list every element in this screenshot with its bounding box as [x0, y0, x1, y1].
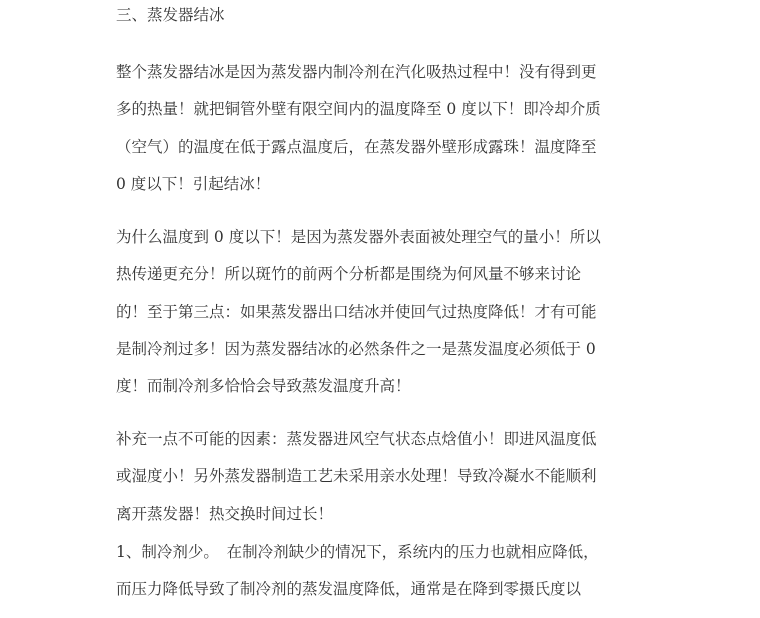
- text-line: 整个蒸发器结冰是因为蒸发器内制冷剂在汽化吸热过程中！没有得到更: [116, 63, 597, 81]
- paragraph-evaporator-icing-cause: [116, 62, 656, 211]
- text-line: 为什么温度到 0 度以下！是因为蒸发器外表面被处理空气的量小！所以: [116, 228, 601, 246]
- paragraph-additional-factors: [116, 429, 656, 541]
- text-line: 热传递更充分！所以斑竹的前两个分析都是围绕为何风量不够来讨论: [116, 265, 582, 284]
- text-line: （空气）的温度在低于露点温度后，在蒸发器外壁形成露珠！温度降至: [116, 137, 597, 156]
- text-line: 或湿度小！另外蒸发器制造工艺未采用亲水处理！导致冷凝水不能顺利: [116, 467, 597, 486]
- text-line: 多的热量！就把铜管外壁有限空间内的温度降至 0 度以下！即冷却介质: [116, 100, 601, 119]
- paragraph-refrigerant-shortage: [116, 542, 656, 617]
- text-line: 而压力降低导致了制冷剂的蒸发温度降低，通常是在降到零摄氏度以: [116, 580, 582, 599]
- text-line: 0 度以下！引起结冰！: [116, 174, 271, 193]
- text-line: 的！至于第三点：如果蒸发器出口结冰并使回气过热度降低！才有可能: [116, 302, 597, 321]
- text-line: 是制冷剂过多！因为蒸发器结冰的必然条件之一是蒸发温度必须低于 0: [116, 339, 596, 358]
- text-line: 离开蒸发器！热交换时间过长！: [116, 504, 334, 523]
- text-line: 1、制冷剂少。 在制冷剂缺少的情况下，系统内的压力也就相应降低，: [116, 543, 599, 561]
- text-line: 补充一点不可能的因素：蒸发器进风空气状态点焓值小！即进风温度低: [116, 430, 597, 448]
- paragraph-below-zero-reason: [116, 227, 656, 413]
- text-line: 度！而制冷剂多恰恰会导致蒸发温度升高！: [116, 377, 411, 396]
- section-heading: 三、蒸发器结冰: [116, 6, 225, 24]
